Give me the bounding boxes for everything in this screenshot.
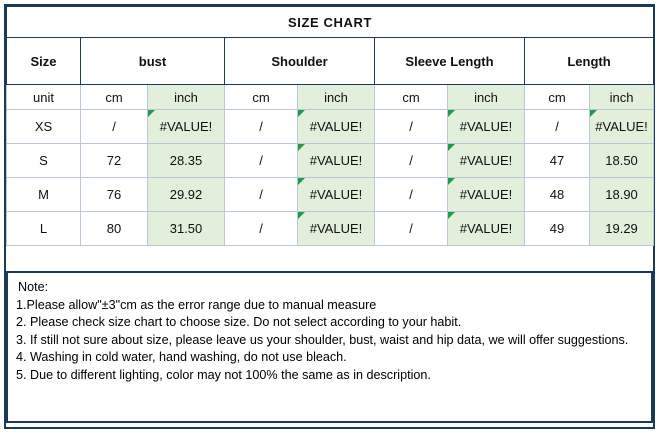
page-title: SIZE CHART <box>7 7 654 38</box>
size-chart-table <box>6 6 654 246</box>
cell-shoulder-inch: #VALUE! <box>298 110 375 144</box>
column-header-size: Size <box>7 38 81 85</box>
cell-length-cm: 47 <box>525 144 590 178</box>
cell-bust-inch: 31.50 <box>148 212 225 246</box>
cell-size: S <box>7 144 81 178</box>
note-line-1: 1.Please allow"±3"cm as the error range due to manual measure <box>16 297 377 312</box>
cell-bust-inch: 28.35 <box>148 144 225 178</box>
unit-shoulder-inch: inch <box>298 85 375 110</box>
cell-sleeve-inch: #VALUE! <box>448 178 525 212</box>
table-row <box>7 110 654 144</box>
cell-length-inch: 18.50 <box>590 144 654 178</box>
cell-sleeve-cm: / <box>375 212 448 246</box>
unit-row <box>7 85 654 110</box>
cell-bust-cm: 80 <box>81 212 148 246</box>
cell-length-cm: 48 <box>525 178 590 212</box>
column-header-sleeve-length: Sleeve Length <box>375 38 525 85</box>
cell-size: XS <box>7 110 81 144</box>
title-row <box>7 7 654 38</box>
unit-shoulder-cm: cm <box>225 85 298 110</box>
table-row <box>7 212 654 246</box>
cell-bust-cm: 76 <box>81 178 148 212</box>
note-line-2: 2. Please check size chart to choose size. Do not select according to your habit. <box>16 315 462 329</box>
cell-sleeve-cm: / <box>375 110 448 144</box>
cell-shoulder-cm: / <box>225 144 298 178</box>
column-header-length: Length <box>525 38 654 85</box>
cell-size: L <box>7 212 81 246</box>
cell-bust-inch: 29.92 <box>148 178 225 212</box>
cell-sleeve-inch: #VALUE! <box>448 212 525 246</box>
cell-sleeve-inch: #VALUE! <box>448 110 525 144</box>
cell-bust-cm: 72 <box>81 144 148 178</box>
unit-sleeve-inch: inch <box>448 85 525 110</box>
unit-label: unit <box>7 85 81 110</box>
unit-bust-cm: cm <box>81 85 148 110</box>
cell-bust-cm: / <box>81 110 148 144</box>
unit-length-cm: cm <box>525 85 590 110</box>
note-line-5: 5. Due to different lighting, color may not 100% the same as in description. <box>16 367 431 382</box>
cell-shoulder-inch: #VALUE! <box>298 212 375 246</box>
cell-shoulder-inch: #VALUE! <box>298 178 375 212</box>
note-line-3: 3. If still not sure about size, please leave us your shoulder, bust, waist and hip data, we will offer suggestions. <box>16 332 629 347</box>
cell-length-inch: #VALUE! <box>590 110 654 144</box>
cell-bust-inch: #VALUE! <box>148 110 225 144</box>
unit-length-inch: inch <box>590 85 654 110</box>
note-line-4: 4. Washing in cold water, hand washing, do not use bleach. <box>16 350 347 364</box>
unit-bust-inch: inch <box>148 85 225 110</box>
cell-length-cm: 49 <box>525 212 590 246</box>
cell-sleeve-inch: #VALUE! <box>448 144 525 178</box>
cell-shoulder-cm: / <box>225 212 298 246</box>
cell-size: M <box>7 178 81 212</box>
column-header-bust: bust <box>81 38 225 85</box>
table-row <box>7 178 654 212</box>
notes-heading: Note: <box>18 280 49 294</box>
header-row <box>7 38 654 85</box>
cell-shoulder-inch: #VALUE! <box>298 144 375 178</box>
cell-sleeve-cm: / <box>375 144 448 178</box>
cell-length-cm: / <box>525 110 590 144</box>
cell-length-inch: 19.29 <box>590 212 654 246</box>
table-row <box>7 144 654 178</box>
column-header-shoulder: Shoulder <box>225 38 375 85</box>
notes-panel <box>6 271 653 423</box>
unit-sleeve-cm: cm <box>375 85 448 110</box>
cell-length-inch: 18.90 <box>590 178 654 212</box>
cell-shoulder-cm: / <box>225 110 298 144</box>
cell-sleeve-cm: / <box>375 178 448 212</box>
cell-shoulder-cm: / <box>225 178 298 212</box>
